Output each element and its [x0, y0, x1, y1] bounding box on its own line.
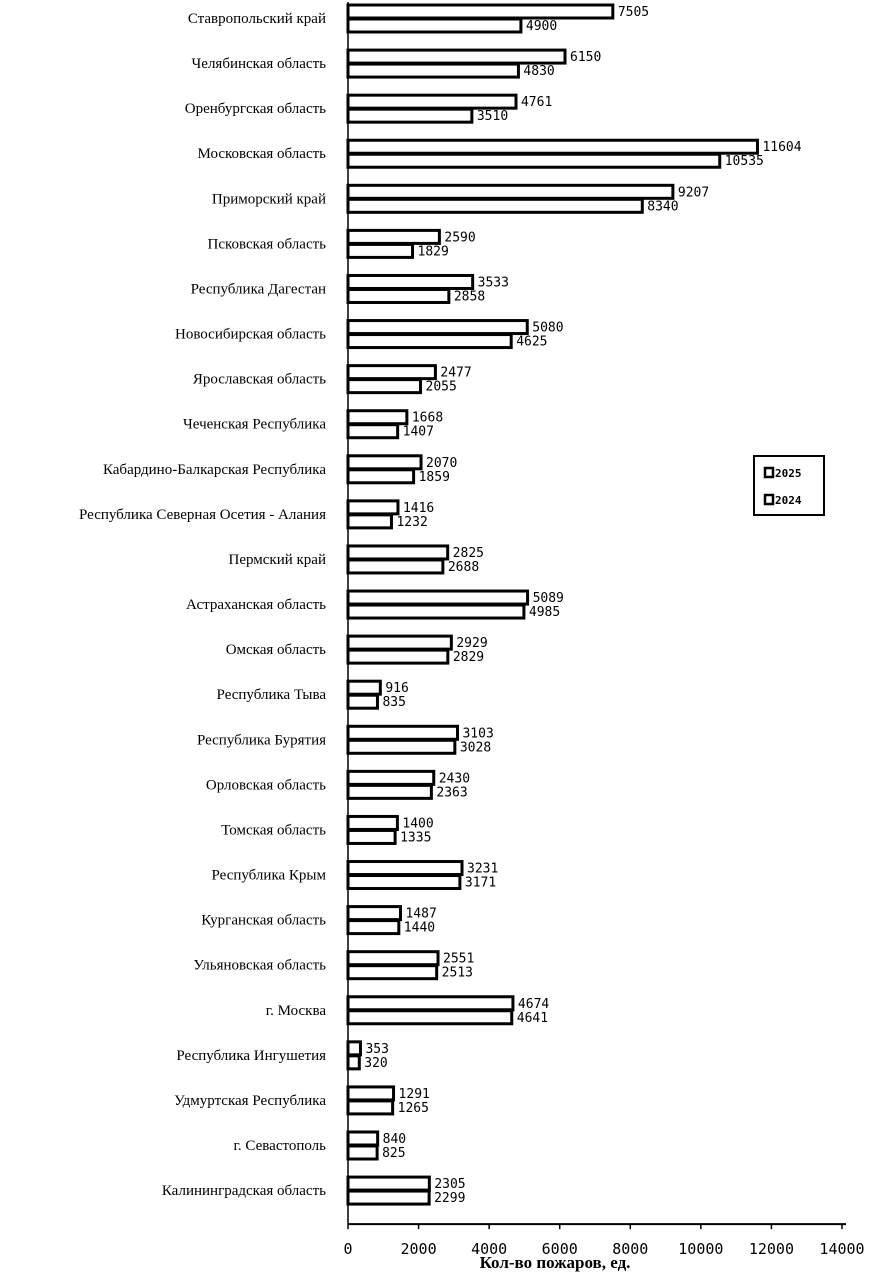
category-label: Томская область — [221, 822, 326, 839]
value-label-2025-челябинская-область: 6150 — [570, 50, 602, 66]
value-label-2025-удмуртская-республика: 1291 — [398, 1086, 430, 1102]
category-label: Новосибирская область — [174, 326, 326, 343]
x-tick-label: 6000 — [541, 1240, 578, 1259]
category-label: Республика Дагестан — [190, 281, 326, 298]
value-label-2024-г-москва: 4641 — [516, 1010, 549, 1026]
value-label-2024-ярославская-область: 2055 — [425, 379, 457, 395]
value-label-2025-орловская-область: 2430 — [438, 771, 471, 787]
category-label: Республика Тыва — [216, 687, 326, 704]
category-label: Челябинская область — [191, 56, 326, 73]
bar-2025-псковская-область — [348, 230, 439, 243]
value-label-2024-ставропольский-край: 4900 — [525, 19, 558, 34]
value-label-2025-республика-крым: 3231 — [467, 861, 499, 877]
category-label: Курганская область — [201, 912, 326, 929]
x-tick-label: 14000 — [819, 1240, 865, 1259]
legend-label-2024: 2024 — [775, 494, 802, 507]
bar-2025-орловская-область — [348, 771, 434, 784]
value-label-2025-республика-бурятия: 3103 — [462, 726, 494, 742]
value-label-2025-республика-северная-осетия-алания: 1416 — [402, 500, 435, 516]
x-axis-title: Кол-во пожаров, ед. — [479, 1253, 631, 1272]
bar-2024-республика-дагестан — [348, 289, 449, 302]
bar-2025-ставропольский-край — [348, 5, 613, 18]
bar-2024-чеченская-республика — [348, 425, 398, 438]
category-label: Кабардино-Балкарская Республика — [102, 461, 326, 478]
bar-2024-московская-область — [348, 154, 720, 167]
category-label: Псковская область — [207, 236, 326, 253]
bar-2024-оренбургская-область — [348, 109, 472, 122]
bar-2025-ульяновская-область — [348, 952, 438, 965]
bar-2024-республика-ингушетия — [348, 1056, 359, 1069]
x-tick-label: 8000 — [612, 1240, 649, 1259]
category-label: Удмуртская Республика — [174, 1092, 326, 1109]
value-label-2024-кабардино-балкарская-республика: 1859 — [418, 469, 450, 485]
value-label-2025-г-севастополь: 840 — [382, 1132, 407, 1147]
value-label-2024-приморский-край: 8340 — [647, 199, 679, 215]
category-label: г. Севастополь — [233, 1138, 326, 1154]
category-label: Ярославская область — [192, 371, 326, 388]
value-label-2025-кабардино-балкарская-республика: 2070 — [426, 455, 458, 471]
value-label-2024-чеченская-республика: 1407 — [402, 424, 434, 440]
bar-2025-кабардино-балкарская-республика — [348, 456, 421, 469]
bar-2025-омская-область — [348, 636, 451, 649]
value-label-2024-челябинская-область: 4830 — [523, 64, 555, 80]
bar-2025-оренбургская-область — [348, 95, 516, 108]
bar-2024-астраханская-область — [348, 605, 524, 618]
legend-swatch-2025 — [765, 468, 773, 477]
bar-2024-республика-бурятия — [348, 740, 455, 753]
category-label: Республика Бурятия — [196, 732, 326, 749]
bar-2024-г-москва — [348, 1011, 512, 1024]
bar-2025-г-севастополь — [348, 1132, 378, 1145]
value-label-2025-псковская-область: 2590 — [444, 230, 476, 246]
value-label-2025-астраханская-область: 5089 — [532, 591, 564, 607]
bar-2024-удмуртская-республика — [348, 1101, 393, 1114]
bar-2024-республика-крым — [348, 876, 460, 889]
value-label-2025-пермский-край: 2825 — [452, 545, 484, 561]
bar-2025-республика-тыва — [348, 681, 380, 694]
bar-2024-республика-тыва — [348, 695, 377, 708]
value-label-2025-омская-область: 2929 — [456, 636, 488, 652]
bar-2024-г-севастополь — [348, 1146, 377, 1159]
value-label-2024-республика-тыва: 835 — [382, 695, 406, 711]
category-label: Приморский край — [211, 191, 326, 208]
value-label-2025-калининградская-область: 2305 — [434, 1177, 466, 1193]
category-labels-layer — [79, 11, 326, 1199]
category-label: Республика Крым — [211, 867, 326, 884]
x-tick-label: 2000 — [400, 1240, 437, 1259]
value-label-2024-оренбургская-область: 3510 — [476, 109, 509, 125]
value-label-2025-чеченская-республика: 1668 — [411, 410, 444, 426]
value-label-2025-московская-область: 11604 — [762, 140, 802, 156]
value-label-2025-новосибирская-область: 5080 — [532, 320, 564, 336]
value-label-2025-ярославская-область: 2477 — [440, 365, 472, 381]
bar-2025-чеченская-республика — [348, 411, 407, 424]
bar-2025-республика-бурятия — [348, 726, 457, 739]
bar-2024-челябинская-область — [348, 64, 518, 77]
value-label-2025-республика-тыва: 916 — [385, 681, 409, 697]
bar-2025-курганская-область — [348, 907, 400, 920]
bar-2024-курганская-область — [348, 921, 399, 934]
value-label-2024-пермский-край: 2688 — [447, 559, 480, 575]
value-label-2024-новосибирская-область: 4625 — [516, 334, 548, 350]
value-label-2024-республика-крым: 3171 — [464, 875, 497, 891]
category-label: Оренбургская область — [184, 101, 326, 118]
value-label-2025-ставропольский-край: 7505 — [617, 5, 650, 20]
x-tick-label: 10000 — [678, 1240, 724, 1259]
category-label: Калининградская область — [161, 1183, 326, 1200]
bar-2024-ульяновская-область — [348, 966, 437, 979]
value-label-2024-омская-область: 2829 — [452, 650, 485, 666]
bar-2025-новосибирская-область — [348, 321, 527, 334]
value-label-2024-республика-северная-осетия-алания: 1232 — [396, 514, 428, 530]
bar-2024-республика-северная-осетия-алания — [348, 515, 391, 528]
bar-2025-республика-крым — [348, 862, 462, 875]
legend — [754, 456, 824, 515]
value-label-2024-томская-область: 1335 — [400, 830, 432, 846]
value-label-2024-республика-дагестан: 2858 — [453, 289, 486, 305]
value-label-2024-удмуртская-республика: 1265 — [397, 1100, 429, 1116]
value-label-2024-курганская-область: 1440 — [403, 920, 436, 936]
bar-2024-приморский-край — [348, 199, 642, 212]
x-tick-label: 4000 — [471, 1240, 508, 1259]
value-label-2024-ульяновская-область: 2513 — [441, 965, 473, 981]
bar-2025-челябинская-область — [348, 50, 565, 63]
value-label-2025-республика-дагестан: 3533 — [477, 275, 509, 291]
legend-label-2025: 2025 — [775, 467, 802, 480]
value-label-2024-московская-область: 10535 — [724, 154, 764, 170]
bar-2024-ставропольский-край — [348, 19, 521, 32]
bar-2024-псковская-область — [348, 244, 413, 257]
bar-2024-ярославская-область — [348, 380, 421, 393]
bar-2024-томская-область — [348, 830, 395, 843]
value-label-2025-томская-область: 1400 — [402, 816, 434, 832]
category-label: Пермский край — [228, 551, 326, 568]
bar-2025-ярославская-область — [348, 366, 435, 379]
value-label-2024-республика-бурятия: 3028 — [459, 740, 492, 756]
bar-2024-новосибирская-область — [348, 335, 511, 348]
value-label-2025-курганская-область: 1487 — [405, 906, 437, 922]
bar-2025-республика-дагестан — [348, 275, 473, 288]
bar-2025-приморский-край — [348, 185, 673, 198]
bar-2024-калининградская-область — [348, 1191, 429, 1204]
value-label-2024-орловская-область: 2363 — [436, 785, 468, 801]
value-label-2024-г-севастополь: 825 — [382, 1146, 406, 1161]
category-label: Ульяновская область — [193, 957, 326, 974]
value-label-2025-г-москва: 4674 — [517, 996, 550, 1012]
category-label: Республика Северная Осетия - Алания — [79, 506, 326, 523]
bar-2024-кабардино-балкарская-республика — [348, 470, 414, 483]
value-label-2024-калининградская-область: 2299 — [434, 1191, 466, 1207]
value-label-2025-ульяновская-область: 2551 — [443, 951, 475, 967]
category-label: г. Москва — [265, 1002, 326, 1019]
x-tick-label: 0 — [343, 1240, 353, 1259]
category-label: Омская область — [225, 642, 326, 659]
bar-2025-удмуртская-республика — [348, 1087, 394, 1100]
category-label: Ставропольский край — [187, 11, 326, 27]
value-label-2025-оренбургская-область: 4761 — [520, 95, 553, 111]
bar-2024-орловская-область — [348, 785, 431, 798]
value-label-2025-республика-ингушетия: 353 — [365, 1041, 389, 1057]
category-label: Чеченская Республика — [183, 416, 326, 433]
bar-2025-томская-область — [348, 816, 397, 829]
category-label: Орловская область — [205, 777, 326, 794]
x-tick-label: 12000 — [748, 1240, 795, 1259]
value-label-2024-республика-ингушетия: 320 — [364, 1055, 388, 1071]
bar-2025-астраханская-область — [348, 591, 528, 604]
bar-2025-пермский-край — [348, 546, 448, 559]
bar-2024-пермский-край — [348, 560, 443, 573]
bar-2024-омская-область — [348, 650, 448, 663]
value-label-2024-псковская-область: 1829 — [417, 244, 449, 260]
legend-swatch-2024 — [765, 495, 773, 504]
value-label-2024-астраханская-область: 4985 — [528, 605, 561, 621]
category-label: Астраханская область — [186, 597, 326, 614]
bar-2025-республика-северная-осетия-алания — [348, 501, 398, 514]
category-label: Московская область — [197, 146, 326, 163]
bar-2025-московская-область — [348, 140, 757, 153]
bar-2025-калининградская-область — [348, 1177, 429, 1190]
bar-2025-республика-ингушетия — [348, 1042, 360, 1055]
value-label-2025-приморский-край: 9207 — [677, 185, 710, 201]
category-label: Республика Ингушетия — [176, 1047, 326, 1064]
bar-2025-г-москва — [348, 997, 513, 1010]
